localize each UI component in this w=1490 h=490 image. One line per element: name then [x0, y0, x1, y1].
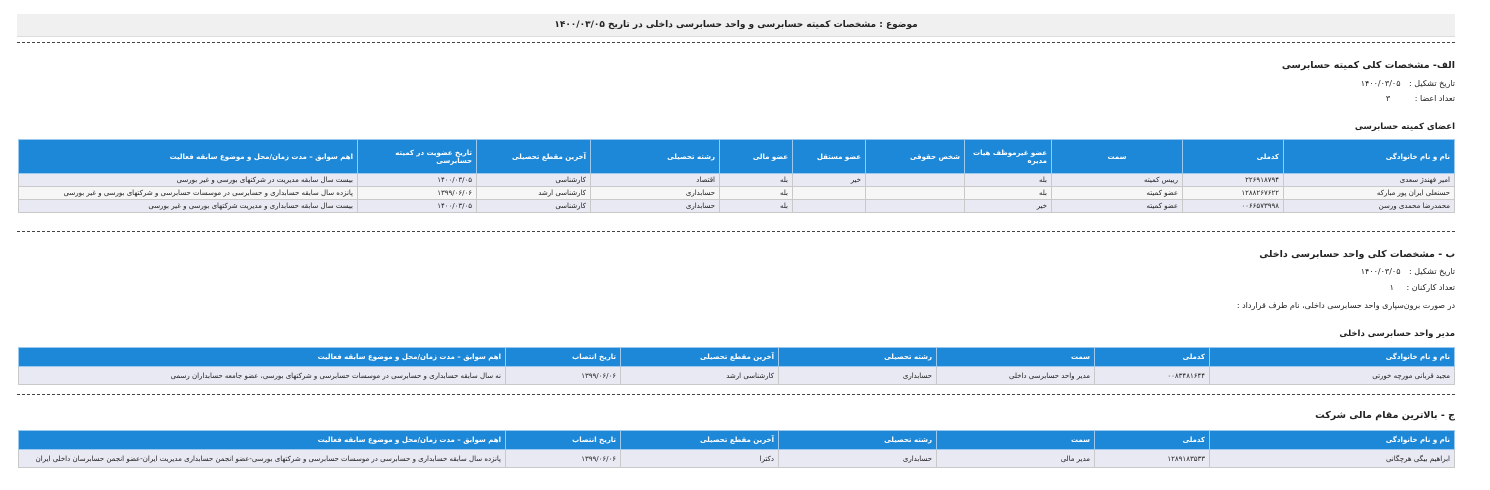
- cell-degree: کارشناسی: [477, 174, 591, 187]
- col-header-appointment-date: تاریخ انتصاب: [506, 348, 621, 367]
- cell-experience: بیست سال سابقه مدیریت در شرکتهای بورسی و غیر بورسی: [19, 174, 358, 187]
- cell-independent: [793, 187, 866, 200]
- members-count-value: ۳: [1385, 94, 1391, 103]
- cell-position: مدیر واحد حسابرسی داخلی: [937, 367, 1095, 385]
- page-subject: موضوع : مشخصات کمیته حسابرسی و واحد حسابرسی داخلی در تاریخ ۱۴۰۰/۰۳/۰۵: [17, 14, 1455, 37]
- col-header-name: نام و نام خانوادگی: [1210, 348, 1455, 367]
- cell-degree: کارشناسی ارشد: [477, 187, 591, 200]
- col-header-financial-member: عضو مالی: [720, 140, 793, 174]
- cell-position: عضو کمیته: [1052, 200, 1183, 213]
- cell-legal-entity: [866, 174, 965, 187]
- cell-membership-date: ۱۳۹۹/۰۶/۰۶: [358, 187, 477, 200]
- cell-experience: پانزده سال سابقه حسابداری و حسابرسی در موسسات حسابرسی و شرکتهای بورسی و غیر بورسی: [19, 187, 358, 200]
- cell-field: حسابداری: [779, 450, 937, 468]
- cell-experience: پانزده سال سابقه حسابداری و حسابرسی در موسسات حسابرسی و شرکتهای بورسی-عضو انجمن حسابداری مدیریت ایران-عضو انجمن حسابرسان داخلی ایران: [19, 450, 506, 468]
- cell-national-id: ۲۲۶۹۱۸۷۹۴: [1183, 174, 1284, 187]
- committee-formation-date: [1361, 79, 1455, 88]
- col-header-position: سمت: [1052, 140, 1183, 174]
- cell-field: حسابداری: [591, 200, 720, 213]
- cell-independent: خیر: [793, 174, 866, 187]
- col-header-independent: عضو مستقل: [793, 140, 866, 174]
- internal-audit-section-title: ب - مشخصات کلی واحد حسابرسی داخلی: [1259, 249, 1455, 260]
- cell-appointment-date: ۱۳۹۹/۰۶/۰۶: [506, 450, 621, 468]
- col-header-degree: آخرین مقطع تحصیلی: [621, 348, 779, 367]
- cell-degree: دکترا: [621, 450, 779, 468]
- cell-non-executive: بله: [965, 187, 1052, 200]
- col-header-degree: آخرین مقطع تحصیلی: [477, 140, 591, 174]
- internal-manager-table: [18, 347, 1455, 385]
- financial-officer-table: [18, 430, 1455, 468]
- cell-national-id: ۱۲۸۹۱۸۳۵۳۳: [1095, 450, 1210, 468]
- cell-experience: نه سال سابقه حسابداری و حسابرسی در موسسات حسابرسی و شرکتهای بورسی، عضو جامعه حسابداران رسمی: [19, 367, 506, 385]
- cell-non-executive: خیر: [965, 200, 1052, 213]
- cell-non-executive: بله: [965, 174, 1052, 187]
- col-header-field: رشته تحصیلی: [779, 348, 937, 367]
- cell-name: ابراهیم بیگی هرچگانی: [1210, 450, 1455, 468]
- cell-name: مجید قربانی مورچه خورتی: [1210, 367, 1455, 385]
- staff-count-value: ۱: [1389, 283, 1394, 292]
- cell-appointment-date: ۱۳۹۹/۰۶/۰۶: [506, 367, 621, 385]
- cell-national-id: ۱۲۸۸۲۶۷۶۲۲: [1183, 187, 1284, 200]
- internal-staff-count: [1390, 283, 1455, 292]
- cell-field: حسابداری: [591, 187, 720, 200]
- cell-field: حسابداری: [779, 367, 937, 385]
- formation-date-label: تاریخ تشکیل :: [1409, 267, 1455, 276]
- formation-date-label: تاریخ تشکیل :: [1409, 79, 1455, 88]
- table-row: [19, 187, 1455, 200]
- col-header-national-id: کدملی: [1095, 348, 1210, 367]
- col-header-experience: اهم سوابق – مدت زمان/محل و موضوع سابقه فعالیت: [19, 140, 358, 174]
- members-count-label: تعداد اعضا :: [1414, 94, 1455, 103]
- cell-legal-entity: [866, 187, 965, 200]
- col-header-name: نام و نام خانوادگی: [1210, 431, 1455, 450]
- financial-officer-section-title: ج - بالاترین مقام مالی شرکت: [1315, 410, 1455, 421]
- committee-members-table: [18, 139, 1455, 213]
- col-header-position: سمت: [937, 348, 1095, 367]
- cell-membership-date: ۱۴۰۰/۰۳/۰۵: [358, 174, 477, 187]
- cell-name: محمدرضا محمدی ورسن: [1284, 200, 1455, 213]
- internal-manager-title: مدیر واحد حسابرسی داخلی: [1339, 329, 1455, 339]
- cell-financial-member: بله: [720, 174, 793, 187]
- col-header-experience: اهم سوابق – مدت زمان/محل و موضوع سابقه فعالیت: [19, 348, 506, 367]
- cell-legal-entity: [866, 200, 965, 213]
- outsourcing-note: در صورت برون‌سپاری واحد حسابرسی داخلی، نام طرف قرارداد :: [1236, 301, 1455, 310]
- col-header-field: رشته تحصیلی: [779, 431, 937, 450]
- col-header-experience: اهم سوابق – مدت زمان/محل و موضوع سابقه فعالیت: [19, 431, 506, 450]
- col-header-degree: آخرین مقطع تحصیلی: [621, 431, 779, 450]
- cell-experience: بیست سال سابقه حسابداری و مدیریت شرکتهای بورسی و غیر بورسی: [19, 200, 358, 213]
- col-header-field: رشته تحصیلی: [591, 140, 720, 174]
- internal-formation-date: [1361, 267, 1455, 276]
- cell-national-id: ۰۰۶۶۵۷۳۹۹۸: [1183, 200, 1284, 213]
- col-header-position: سمت: [937, 431, 1095, 450]
- cell-degree: کارشناسی: [477, 200, 591, 213]
- col-header-national-id: کدملی: [1183, 140, 1284, 174]
- divider: [17, 231, 1455, 232]
- cell-name: حسنعلی ایران پور مبارکه: [1284, 187, 1455, 200]
- cell-financial-member: بله: [720, 200, 793, 213]
- formation-date-value: ۱۴۰۰/۰۳/۰۵: [1360, 267, 1401, 276]
- table-row: [19, 450, 1455, 468]
- table-row: [19, 200, 1455, 213]
- table-row: [19, 367, 1455, 385]
- col-header-name: نام و نام خانوادگی: [1284, 140, 1455, 174]
- col-header-legal-entity: شخص حقوقی: [866, 140, 965, 174]
- cell-degree: کارشناسی ارشد: [621, 367, 779, 385]
- cell-position: مدیر مالی: [937, 450, 1095, 468]
- divider: [17, 42, 1455, 43]
- cell-position: عضو کمیته: [1052, 187, 1183, 200]
- staff-count-label: تعداد کارکنان :: [1406, 283, 1455, 292]
- committee-section-title: الف- مشخصات کلی کمیته حسابرسی: [1281, 60, 1455, 71]
- col-header-national-id: کدملی: [1095, 431, 1210, 450]
- table-row: [19, 174, 1455, 187]
- cell-name: امیر فهندژ سعدی: [1284, 174, 1455, 187]
- col-header-membership-date: تاریخ عضویت در کمیته حسابرسی: [358, 140, 477, 174]
- divider: [17, 394, 1455, 395]
- cell-independent: [793, 200, 866, 213]
- formation-date-value: ۱۴۰۰/۰۳/۰۵: [1360, 79, 1401, 88]
- col-header-appointment-date: تاریخ انتصاب: [506, 431, 621, 450]
- cell-financial-member: بله: [720, 187, 793, 200]
- committee-members-count: [1386, 94, 1455, 103]
- cell-field: اقتصاد: [591, 174, 720, 187]
- col-header-non-executive: عضو غیرموظف هیات مدیره: [965, 140, 1052, 174]
- cell-position: رییس کمیته: [1052, 174, 1183, 187]
- cell-national-id: ۰۰۸۳۴۸۱۶۴۴: [1095, 367, 1210, 385]
- cell-membership-date: ۱۴۰۰/۰۳/۰۵: [358, 200, 477, 213]
- committee-members-title: اعضای کمیته حسابرسی: [1354, 122, 1455, 132]
